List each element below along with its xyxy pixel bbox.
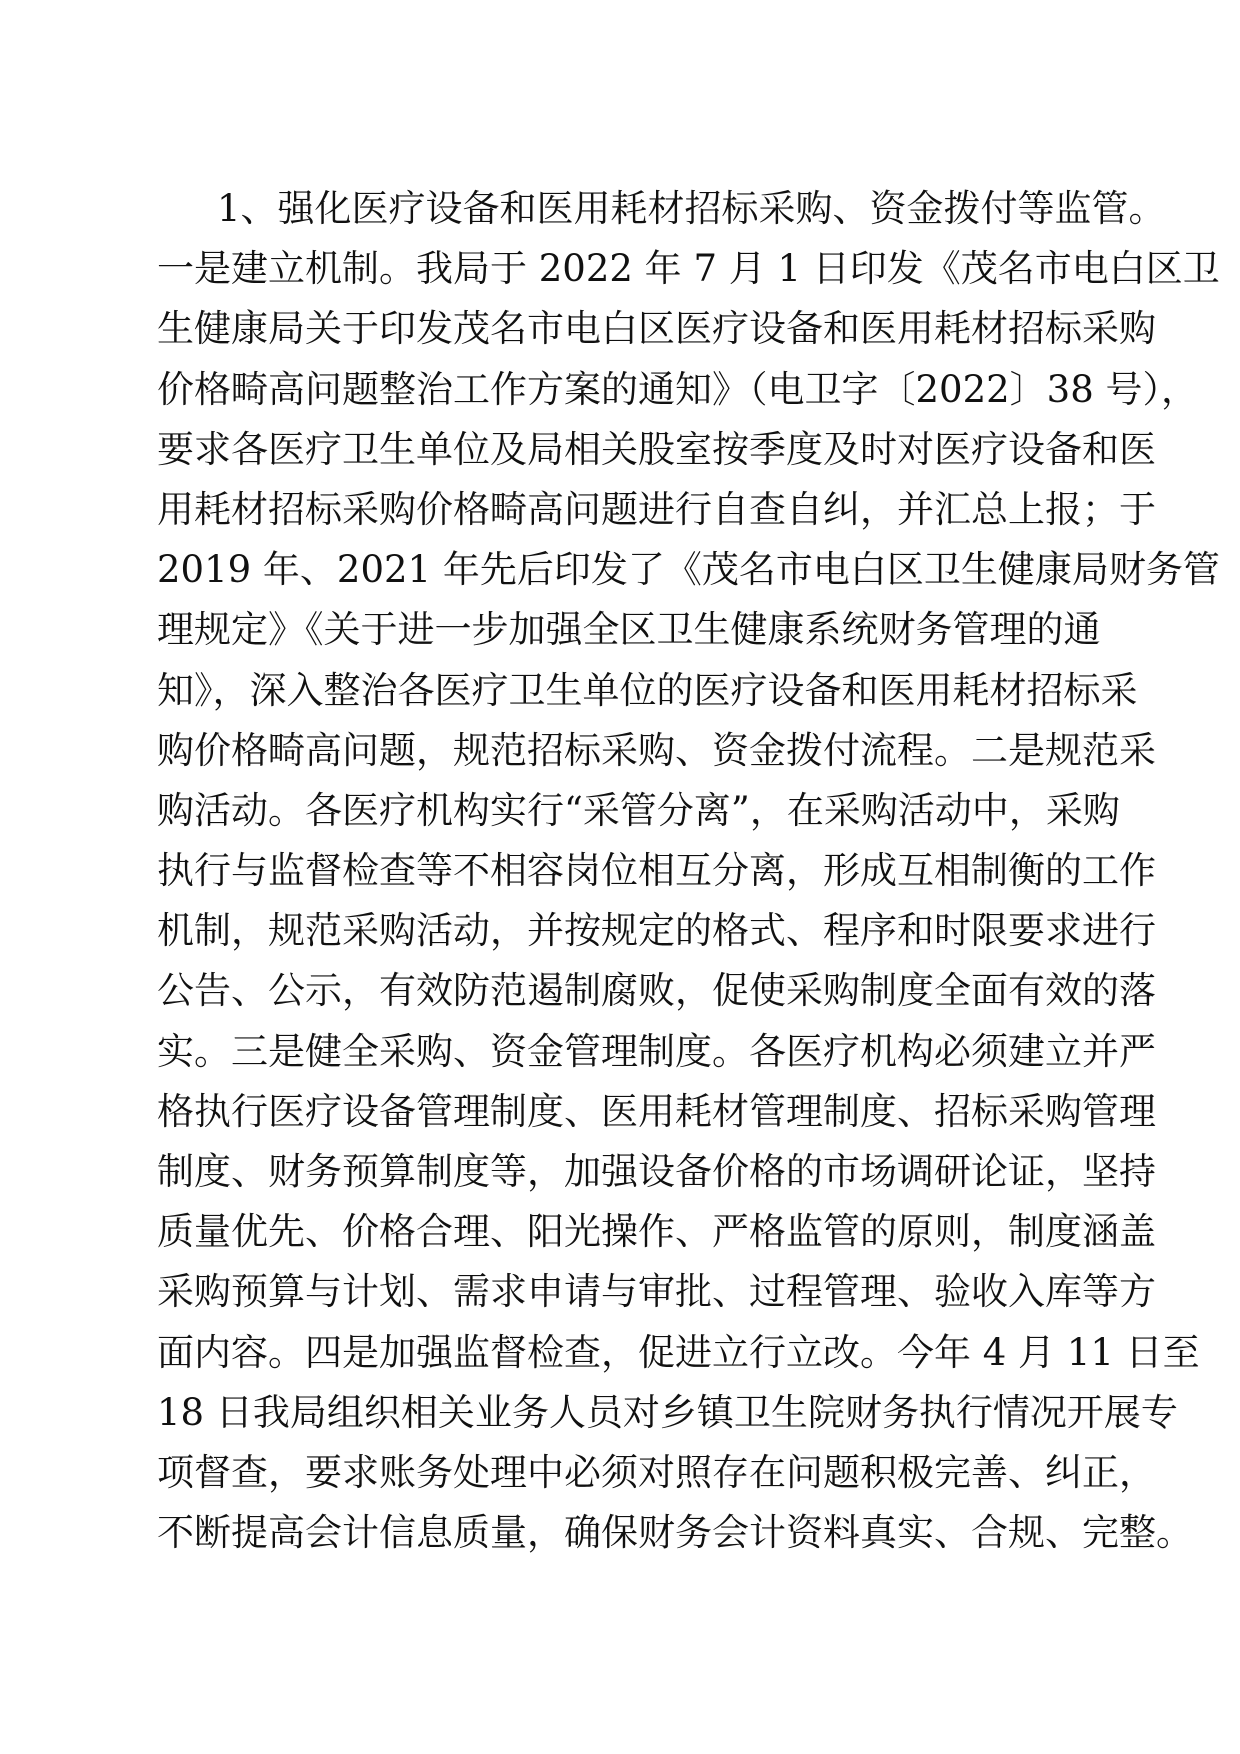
paragraph-line: 执行与监督检查等不相容岗位相互分离，形成互相制衡的工作 (157, 849, 1156, 893)
paragraph-line: 1、强化医疗设备和医用耗材招标采购、资金拨付等监管。 (217, 187, 1166, 230)
paragraph-line: 2019 年、2021 年先后印发了《茂名市电白区卫生健康局财务管 (157, 548, 1220, 592)
paragraph-line: 实。三是健全采购、资金管理制度。各医疗机构必须建立并严 (157, 1029, 1156, 1073)
paragraph-line: 机制，规范采购活动，并按规定的格式、程序和时限要求进行 (157, 909, 1156, 953)
paragraph-line: 购活动。各医疗机构实行“采管分离”，在采购活动中，采购 (157, 788, 1120, 832)
paragraph-line: 采购预算与计划、需求申请与审批、过程管理、验收入库等方 (157, 1270, 1156, 1314)
paragraph-line: 知》，深入整治各医疗卫生单位的医疗设备和医用耗材招标采 (157, 668, 1138, 712)
paragraph-line: 购价格畸高问题，规范招标采购、资金拨付流程。二是规范采 (157, 728, 1156, 772)
paragraph-line: 理规定》《关于进一步加强全区卫生健康系统财务管理的通 (157, 608, 1101, 652)
paragraph-line: 价格畸高问题整治工作方案的通知》（电卫字〔2022〕38 号）， (157, 367, 1199, 411)
paragraph-line: 项督查，要求账务处理中必须对照存在问题积极完善、纠正， (157, 1450, 1156, 1494)
paragraph-line: 一是建立机制。我局于 2022 年 7 月 1 日印发《茂名市电白区卫 (157, 247, 1220, 291)
paragraph-line: 质量优先、价格合理、阳光操作、严格监管的原则，制度涵盖 (157, 1210, 1156, 1254)
paragraph-line: 生健康局关于印发茂名市电白区医疗设备和医用耗材招标采购 (157, 307, 1156, 351)
paragraph-line: 不断提高会计信息质量，确保财务会计资料真实、合规、完整。 (157, 1511, 1193, 1555)
paragraph-line: 公告、公示，有效防范遏制腐败，促使采购制度全面有效的落 (157, 969, 1156, 1013)
paragraph-line: 格执行医疗设备管理制度、医用耗材管理制度、招标采购管理 (157, 1089, 1156, 1133)
paragraph-line: 面内容。四是加强监督检查，促进立行立改。今年 4 月 11 日至 (157, 1330, 1200, 1374)
paragraph-line: 制度、财务预算制度等，加强设备价格的市场调研论证，坚持 (157, 1150, 1156, 1193)
paragraph-line: 18 日我局组织相关业务人员对乡镇卫生院财务执行情况开展专 (157, 1390, 1178, 1434)
paragraph-line: 用耗材招标采购价格畸高问题进行自查自纠，并汇总上报；于 (157, 487, 1156, 531)
paragraph-line: 要求各医疗卫生单位及局相关股室按季度及时对医疗设备和医 (157, 427, 1156, 471)
body-paragraph (157, 179, 1220, 1563)
